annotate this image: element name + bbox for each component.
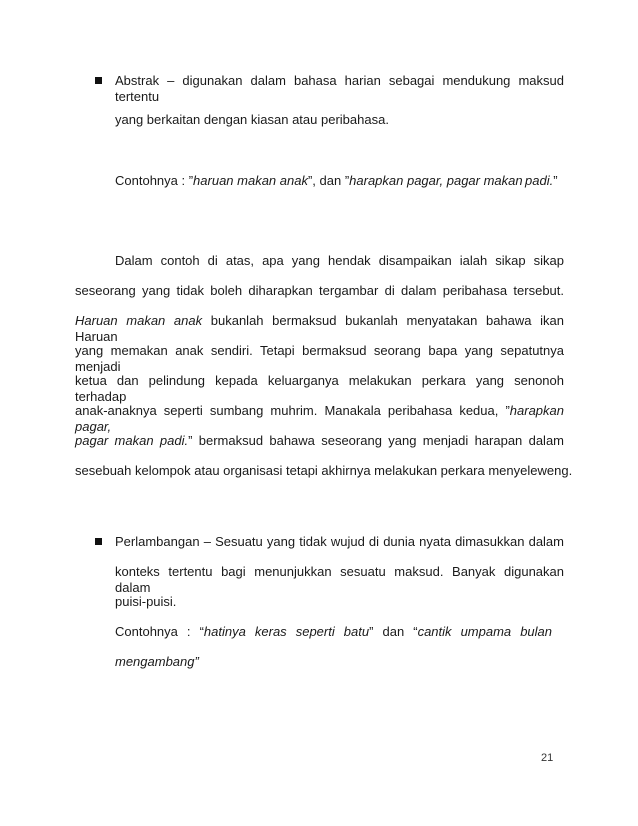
bullet-1-example-1: haruan makan anak	[193, 173, 308, 188]
bullet-2-example	[115, 624, 552, 640]
bullet-2-square-icon	[95, 538, 102, 545]
paragraph-line-3	[75, 313, 564, 345]
bullet-2-example-continued	[115, 654, 199, 670]
bullet-1-example-2b: padi.	[525, 173, 554, 188]
paragraph-line-5: ketua dan pelindung kepada keluarganya melakukan perkara yang senonoh terhadap	[75, 373, 564, 404]
paragraph-line-8: sesebuah kelompok atau organisasi tetapi akhirnya melakukan perkara menyeleweng.	[75, 463, 573, 478]
paragraph-line-2: seseorang yang tidak boleh diharapkan tergambar di dalam peribahasa tersebut.	[75, 283, 564, 298]
bullet-2-line-1: Perlambangan – Sesuatu yang tidak wujud di dunia nyata dimasukkan dalam	[115, 534, 564, 549]
bullet-1-example-end	[525, 173, 558, 189]
bullet-1-example-prefix: Contohnya : ”	[115, 173, 194, 188]
bullet-1-example-mid: ”, dan ”	[307, 173, 350, 188]
bullet-2-example-mid: ” dan “	[369, 624, 418, 639]
paragraph-line-7	[75, 433, 564, 449]
bullet-2-example-2: cantik umpama bulan	[417, 624, 553, 639]
paragraph-italic-3: pagar makan padi.	[75, 433, 189, 448]
page-number: 21	[541, 752, 554, 764]
bullet-1-line-1: Abstrak – digunakan dalam bahasa harian sebagai mendukung maksud tertentu	[115, 73, 564, 104]
paragraph-line-1: Dalam contoh di atas, apa yang hendak disampaikan ialah sikap sikap	[115, 253, 564, 268]
bullet-2-example-prefix: Contohnya : “	[115, 624, 204, 639]
bullet-1-example	[115, 173, 523, 189]
bullet-1-line-2: yang berkaitan dengan kiasan atau peribahasa.	[115, 112, 389, 127]
bullet-1-example-2a: harapkan pagar, pagar makan	[349, 173, 523, 188]
paragraph-italic-1: Haruan makan anak	[75, 313, 203, 328]
paragraph-line-4: yang memakan anak sendiri. Tetapi bermaksud seorang bapa yang sepatutnya menjadi	[75, 343, 564, 374]
bullet-2-example-2-cont: mengambang”	[115, 654, 199, 669]
paragraph-italic-2: harapkan pagar,	[75, 403, 564, 434]
bullet-1-example-suffix: ”	[553, 173, 558, 188]
paragraph-line-6	[75, 403, 564, 435]
bullet-2-line-3: puisi-puisi.	[115, 594, 177, 609]
paragraph-line-3-rest: bukanlah bermaksud bukanlah menyatakan bahawa ikan Haruan	[75, 313, 564, 344]
paragraph-line-7-rest: ” bermaksud bahawa seseorang yang menjadi harapan dalam	[188, 433, 565, 448]
paragraph-line-6-pre: anak-anaknya seperti sumbang muhrim. Manakala peribahasa kedua, ”	[75, 403, 510, 418]
bullet-1-square-icon	[95, 77, 102, 84]
bullet-2-line-2: konteks tertentu bagi menunjukkan sesuatu maksud. Banyak digunakan dalam	[115, 564, 564, 595]
bullet-2-example-1: hatinya keras seperti batu	[203, 624, 370, 639]
